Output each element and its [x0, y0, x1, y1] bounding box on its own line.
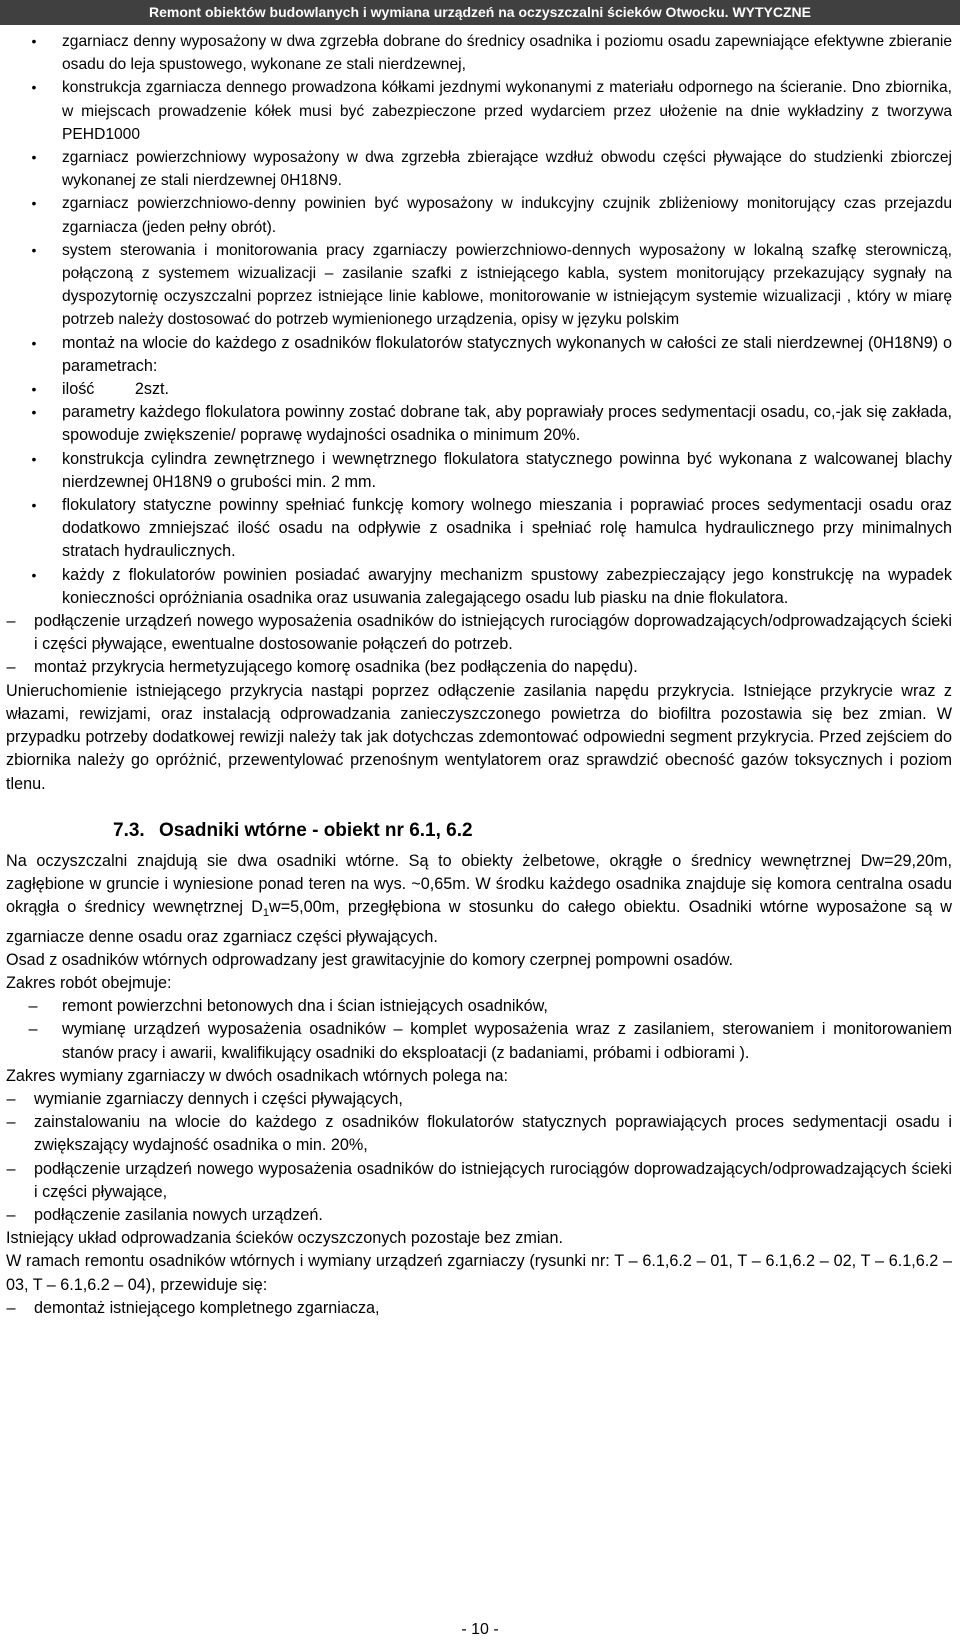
- list-item: • flokulatory statyczne powinny spełniać funkcję komory wolnego mieszania i poprawiać proces sedymentacji osadu oraz dodatkowo zmniejszać ilość osadu na odpływie z osadnika i spełniać rolę hamulca hydraulicznego przy minimalnych stratach hydraulicznych.: [0, 494, 960, 564]
- dash-icon: –: [6, 1113, 16, 1132]
- list-item: • ilość 2szt.: [0, 378, 960, 401]
- paragraph: Na oczyszczalni znajdują sie dwa osadniki wtórne. Są to obiekty żelbetowe, okrągłe o średnicy wewnętrznej Dw=29,20m, zagłębione w gruncie i wyniesione ponad teren na wys. ~0,65m. W środku każdego osadnika znajduje się komora centralna osadu okrągła o średnicy wewnętrznej $D_1w=5,00m$, przegłębiona w stosunku do całego obiektu. Osadniki wtórne wyposażone są w zgarniacze denne osadu oraz zgarniacz części pływających.: [6, 851, 952, 946]
- document-body: [0, 30, 960, 1320]
- running-header: Remont obiektów budowlanych i wymiana urządzeń na oczyszczalni ścieków Otwocku. WYTYCZNE: [0, 0, 960, 25]
- bullet-icon: •: [31, 497, 37, 514]
- dash-item: – podłączenie zasilania nowych urządzeń.: [0, 1204, 960, 1227]
- dash-icon: –: [6, 1089, 16, 1108]
- paragraph: Istniejący układ odprowadzania ścieków oczyszczonych pozostaje bez zmian.: [6, 1229, 563, 1248]
- bullet-icon: •: [31, 195, 37, 212]
- bullet-icon: •: [31, 79, 37, 96]
- list-item: • montaż na wlocie do każdego z osadników flokulatorów statycznych wykonanych w całości ze stali nierdzewnej (0H18N9) o parametrach:: [0, 332, 960, 378]
- dash-item: – podłączenie urządzeń nowego wyposażenia osadników do istniejących rurociągów doprowadzających/odprowadzających ścieki i części pływające,: [0, 1158, 960, 1204]
- list-item: • każdy z flokulatorów powinien posiadać awaryjny mechanizm spustowy zabezpieczający jego konstrukcję na wypadek konieczności opróżniania osadnika oraz usuwania zalegającego osadu lub piasku na dnie flokulatora.: [0, 564, 960, 610]
- dash-icon: –: [6, 1205, 16, 1224]
- dash-icon: –: [6, 1159, 16, 1178]
- bullet-icon: •: [31, 404, 37, 421]
- dash-item: – wymianie zgarniaczy dennych i części pływających,: [0, 1088, 960, 1111]
- dash-icon: –: [28, 997, 38, 1016]
- paragraph: Osad z osadników wtórnych odprowadzany jest grawitacyjnie do komory czerpnej pompowni osadów.: [6, 950, 734, 969]
- dash-item: – zainstalowaniu na wlocie do każdego z osadników flokulatorów statycznych poprawiających proces sedymentacji osadu i zwiększający wydajność osadnika o min. 20%,: [0, 1111, 960, 1157]
- bullet-icon: •: [31, 334, 37, 351]
- bullet-icon: •: [31, 241, 37, 258]
- list-item: • parametry każdego flokulatora powinny zostać dobrane tak, aby poprawiały proces sedymentacji osadu, co,-jak się zakłada, spowoduje zwiększenie/ poprawę wydajności osadnika o minimum 20%.: [0, 401, 960, 447]
- dash-icon: –: [6, 612, 16, 631]
- dash-icon: –: [6, 1298, 16, 1317]
- paragraph: Zakres robót obejmuje:: [6, 973, 172, 992]
- dash-icon: –: [28, 1020, 38, 1039]
- page-number: - 10 -: [461, 1621, 499, 1638]
- list-item: • konstrukcja zgarniacza dennego prowadzona kółkami jezdnymi wykonanymi z materiału odpornego na ścieranie. Dno zbiornika, w miejscach prowadzenie kółek musi być zabezpieczone przed wydarciem przez ułożenie na dnie wykładziny z tworzywa PEHD1000: [0, 76, 960, 146]
- paragraph: W ramach remontu osadników wtórnych i wymiany urządzeń zgarniaczy (rysunki nr: T – 6.1,6.2 – 01, T – 6.1,6.2 – 02, T – 6.1,6.2 – 03, T – 6.1,6.2 – 04), przewiduje się:: [6, 1252, 952, 1294]
- paragraph: Zakres wymiany zgarniaczy w dwóch osadnikach wtórnych polega na:: [6, 1066, 509, 1085]
- list-item: • konstrukcja cylindra zewnętrznego i wewnętrznego flokulatora statycznego powinna być wykonana z walcowanej blachy nierdzewnej 0H18N9 o grubości min. 2 mm.: [0, 448, 960, 494]
- bullet-icon: •: [31, 33, 37, 49]
- dash-item: – podłączenie urządzeń nowego wyposażenia osadników do istniejących rurociągów doprowadzających/odprowadzających ścieki i części pływające, ewentualne dostosowanie połączeń do potrzeb.: [0, 610, 960, 656]
- dash-item: – montaż przykrycia hermetyzującego komorę osadnika (bez podłączenia do napędu).: [0, 656, 960, 679]
- bullet-icon: •: [31, 149, 37, 166]
- list-item: • zgarniacz powierzchniowo-denny powinien być wyposażony w indukcyjny czujnik zbliżeniowy monitorujący czas przejazdu zgarniacza (jeden pełny obrót).: [0, 192, 960, 238]
- list-item: • system sterowania i monitorowania pracy zgarniaczy powierzchniowo-dennych wyposażony w lokalną szafkę sterowniczą, połączoną z systemem wizualizacji – zasilanie szafki z istniejącego kabla, system monitorujący przekazujący sygnały na dyspozytornię oczyszczalni poprzez istniejące linie kablowe, monitorowanie w istniejącym systemie wizualizacji , który w miarę potrzeb należy dostosować do potrzeb wymienionego urządzenia, opisy w języku polskim: [0, 239, 960, 332]
- bullet-icon: •: [31, 566, 37, 583]
- dash-item: – remont powierzchni betonowych dna i ścian istniejących osadników,: [0, 995, 960, 1018]
- section-heading: 7.3. Osadniki wtórne - obiekt nr 6.1, 6.2: [113, 819, 473, 841]
- list-item: • zgarniacz powierzchniowy wyposażony w dwa zgrzebła zbierające wzdłuż obwodu części pływające do studzienki zbiorczej wykonanej ze stali nierdzewnej 0H18N9.: [0, 146, 960, 192]
- bullet-icon: •: [31, 450, 37, 467]
- dash-icon: –: [6, 658, 16, 677]
- bullet-icon: •: [31, 381, 37, 398]
- dash-item: – wymianę urządzeń wyposażenia osadników – komplet wyposażenia wraz z zasilaniem, sterowaniem i monitorowaniem stanów pracy i awarii, kwalifikujący osadniki do eksploatacji (z badaniami, próbami i odbiorami ).: [0, 1018, 960, 1064]
- paragraph: Unieruchomienie istniejącego przykrycia nastąpi poprzez odłączenie zasilania napędu przykrycia. Istniejące przykrycie wraz z włazami, rewizjami, oraz instalacją odprowadzania zanieczyszczonego powietrza do biofiltra pozostawia się bez zmian. W przypadku potrzeby dodatkowej rewizji należy tak jak dotychczas zdemontować odpowiedni segment przykrycia. Przed zejściem do zbiornika należy go opróżnić, przewentylować przenośnym wentylatorem oraz sprawdzić obecność gazów toksycznych i poziom tlenu.: [6, 681, 952, 793]
- dash-item: – demontaż istniejącego kompletnego zgarniacza,: [0, 1297, 960, 1320]
- list-item: • zgarniacz denny wyposażony w dwa zgrzebła dobrane do średnicy osadnika i poziomu osadu zapewniające efektywne zbieranie osadu do leja spustowego, wykonane ze stali nierdzewnej,: [0, 30, 960, 76]
